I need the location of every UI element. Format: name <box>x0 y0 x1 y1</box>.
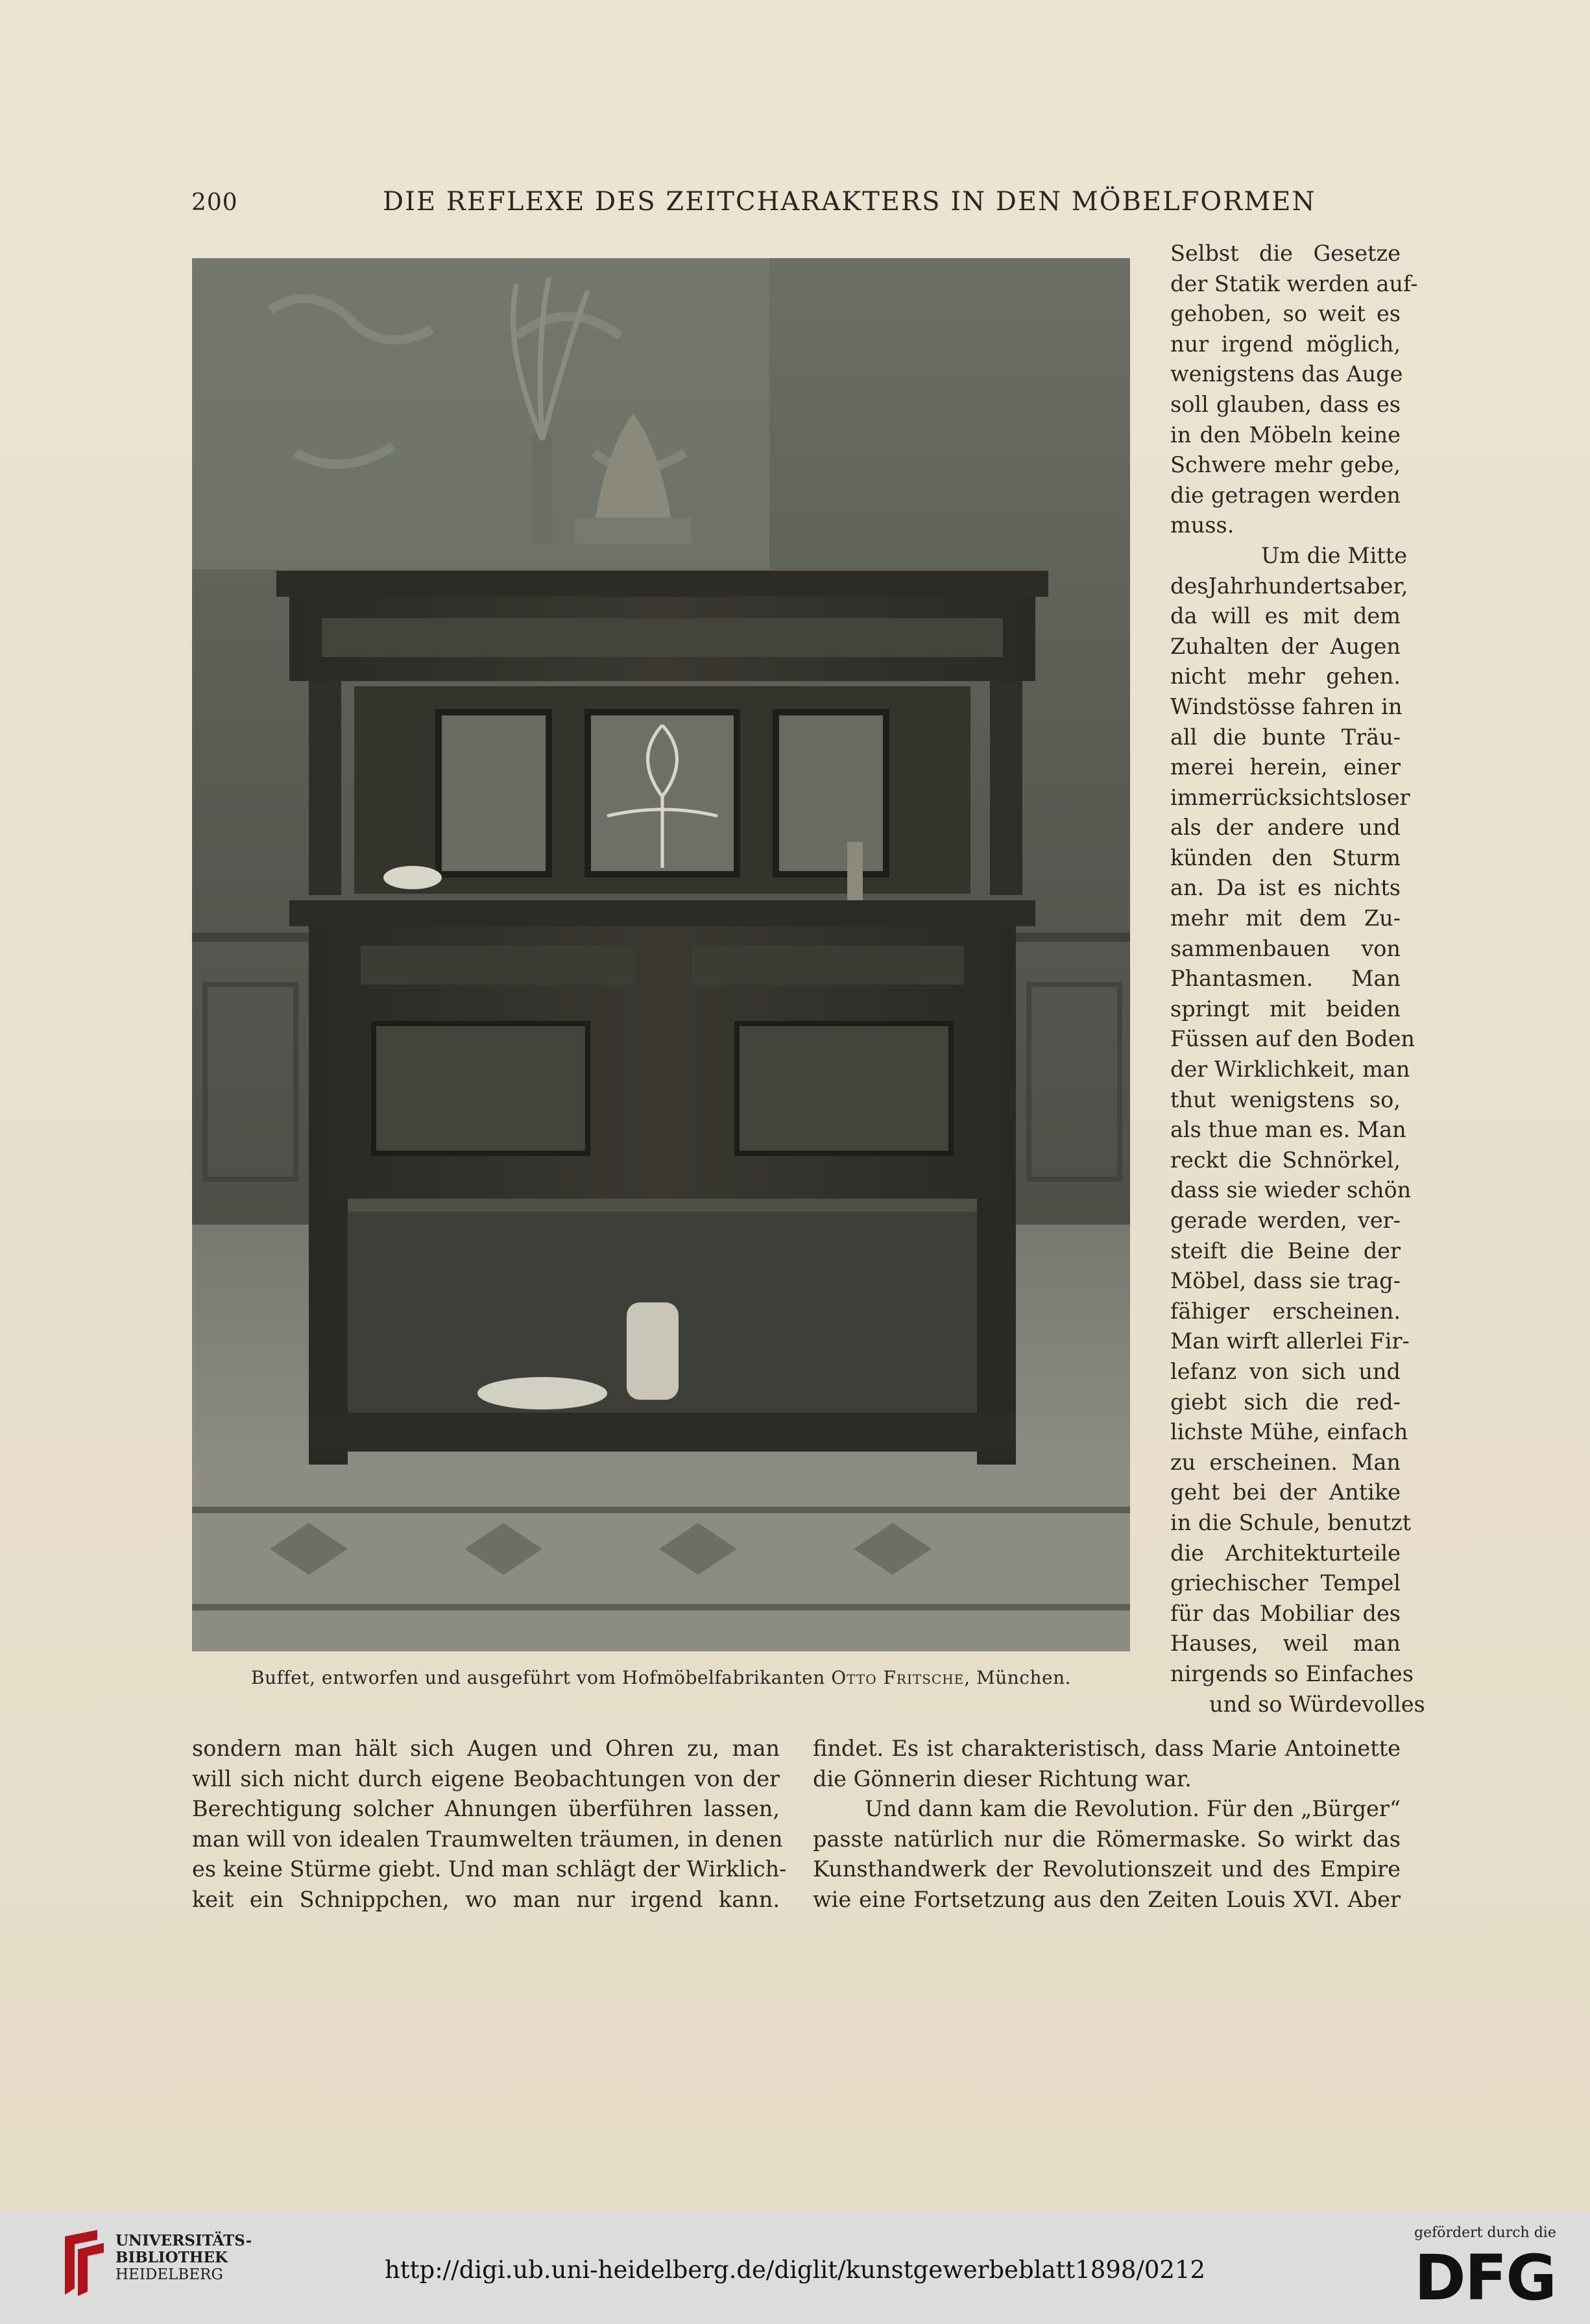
buffet-photograph <box>192 258 1130 1651</box>
side-line: Um die Mitte <box>1261 542 1408 568</box>
side-line: Schwere mehr gebe, <box>1170 452 1401 478</box>
side-line: gehoben, so weit es <box>1170 301 1401 327</box>
body-line: passte natürlich nur die Römermaske. So wirkt das <box>813 1826 1401 1852</box>
caption-text: Buffet, entworfen und ausgeführt vom Hofmöbelfabrikanten <box>250 1667 832 1688</box>
body-line: Und dann kam die Revolution. Für den „Bürger“ <box>865 1796 1401 1822</box>
side-line: die Architekturteile <box>1170 1540 1401 1566</box>
side-line: in die Schule, benutzt <box>1170 1509 1412 1535</box>
running-title: DIE REFLEXE DES ZEITCHARAKTERS IN DEN MÖBELFORMEN <box>383 187 1316 217</box>
page-number: 200 <box>191 189 238 216</box>
source-url-link[interactable]: http://digi.ub.uni-heidelberg.de/diglit/kunstgewerbeblatt1898/0212 <box>384 2256 1206 2284</box>
side-line: Möbel, dass sie trag- <box>1170 1268 1401 1294</box>
side-line: künden den Sturm <box>1170 845 1401 870</box>
side-line: und so Würdevolles <box>1209 1691 1425 1717</box>
buffet-illustration <box>192 258 1130 1651</box>
side-line: Windstösse fahren in <box>1170 693 1403 719</box>
side-line: in den Möbeln keine <box>1170 422 1401 448</box>
side-line: für das Mobiliar des <box>1170 1600 1401 1626</box>
side-line: Hauses, weil man <box>1170 1631 1401 1657</box>
side-line: desJahrhundertsaber, <box>1170 573 1408 599</box>
dfg-logo: DFG <box>1414 2242 1556 2314</box>
side-text-column <box>1170 239 1425 1719</box>
side-line: all die bunte Träu- <box>1170 724 1401 750</box>
funding-label: gefördert durch die <box>1414 2225 1556 2241</box>
side-line: thut wenigstens so, <box>1170 1086 1401 1112</box>
library-name-line-2: BIBLIOTHEK <box>115 2249 228 2266</box>
side-line: merei herein, einer <box>1170 754 1401 780</box>
side-line: an. Da ist es nichts <box>1170 875 1401 901</box>
body-line: Kunsthandwerk der Revolutionszeit und des Empire <box>813 1856 1401 1882</box>
side-line: da will es mit dem <box>1170 603 1401 629</box>
body-line: man will von idealen Traumwelten träumen, in denen <box>192 1826 783 1852</box>
side-line: die getragen werden <box>1170 482 1401 508</box>
side-line: Zuhalten der Augen <box>1170 633 1401 659</box>
side-line: geht bei der Antike <box>1170 1479 1401 1505</box>
figure-caption <box>192 1667 1130 1688</box>
side-line: immerrücksichtsloser <box>1170 784 1410 810</box>
body-line: die Gönnerin dieser Richtung war. <box>813 1766 1192 1791</box>
side-line: wenigstens das Auge <box>1170 361 1403 387</box>
side-line: dass sie wieder schön <box>1170 1177 1412 1203</box>
side-line: steift die Beine der <box>1170 1238 1401 1264</box>
side-line: springt mit beiden <box>1170 996 1401 1022</box>
body-line: keit ein Schnippchen, wo man nur irgend kann. <box>192 1886 780 1912</box>
side-line: nicht mehr gehen. <box>1170 664 1401 689</box>
right-text-column <box>813 1734 1401 1915</box>
body-line: sondern man hält sich Augen und Ohren zu, man <box>192 1736 780 1761</box>
body-line: es keine Stürme giebt. Und man schlägt der Wirklich- <box>192 1856 787 1882</box>
side-line: gerade werden, ver- <box>1170 1208 1401 1233</box>
side-line: griechischer Tempel <box>1170 1570 1401 1596</box>
side-line: Phantasmen. Man <box>1170 966 1401 992</box>
side-line: als der andere und <box>1170 815 1401 841</box>
side-line: soll glauben, dass es <box>1170 391 1401 417</box>
library-name-line-3: HEIDELBERG <box>115 2266 223 2283</box>
side-line: lefanz von sich und <box>1170 1358 1401 1384</box>
library-name-line-1: UNIVERSITÄTS- <box>115 2232 252 2249</box>
caption-maker-name: Otto Fritsche <box>831 1667 965 1688</box>
side-line: zu erscheinen. Man <box>1170 1449 1401 1475</box>
side-line: Selbst die Gesetze <box>1170 241 1401 266</box>
body-line: wie eine Fortsetzung aus den Zeiten Louis XVI. Aber <box>813 1886 1401 1912</box>
left-text-column <box>192 1734 787 1915</box>
side-line: der Wirklichkeit, man <box>1170 1057 1410 1083</box>
side-line: fähiger erscheinen. <box>1170 1298 1401 1324</box>
side-line: muss. <box>1170 512 1235 538</box>
side-line: als thue man es. Man <box>1170 1117 1406 1143</box>
side-line: nirgends so Einfaches <box>1170 1660 1414 1686</box>
side-line: nur irgend möglich, <box>1170 331 1401 357</box>
side-line: mehr mit dem Zu- <box>1170 905 1401 931</box>
side-line: Füssen auf den Boden <box>1170 1026 1415 1052</box>
side-line: sammenbauen von <box>1170 935 1401 961</box>
running-head <box>191 187 1402 226</box>
body-line: Berechtigung solcher Ahnungen überführen lassen, <box>192 1796 780 1822</box>
body-line: will sich nicht durch eigene Beobachtungen von der <box>192 1766 780 1791</box>
side-line: reckt die Schnörkel, <box>1170 1147 1401 1173</box>
side-line: lichste Mühe, einfach <box>1170 1419 1408 1445</box>
side-line: Man wirft allerlei Fir- <box>1170 1328 1410 1354</box>
side-line: giebt sich die red- <box>1170 1389 1401 1415</box>
side-line: der Statik werden auf- <box>1170 270 1418 296</box>
caption-place: , München. <box>964 1667 1072 1688</box>
body-line: findet. Es ist charakteristisch, dass Marie Antoinette <box>813 1736 1401 1761</box>
